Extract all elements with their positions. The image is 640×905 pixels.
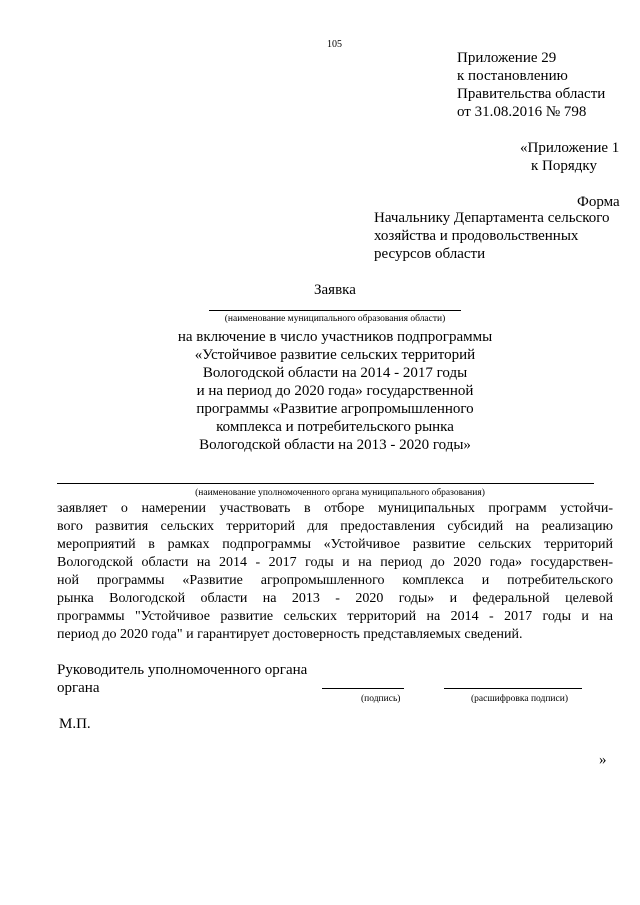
body-line: вого развития сельских территорий для предоставления субсидий на реализацию bbox=[57, 519, 613, 534]
head-label: Руководитель уполномоченного органа bbox=[57, 662, 308, 678]
body-line: период до 2020 года" и гарантирует достоверность представляемых сведений. bbox=[57, 627, 523, 642]
body-line: мероприятий в рамках подпрограммы «Устойчивое развитие сельских территорий bbox=[57, 537, 613, 552]
subject-line: Вологодской области на 2014 - 2017 годы bbox=[202, 365, 468, 381]
appendix-order-line: «Приложение 1 bbox=[520, 140, 620, 156]
body-line: ной программы «Развитие агропромышленного комплекса и потребительского bbox=[57, 573, 613, 588]
addressee-line: ресурсов области bbox=[374, 246, 486, 262]
appendix-header-line: Правительства области bbox=[457, 86, 606, 102]
appendix-order-line: к Порядку bbox=[531, 158, 597, 174]
authority-caption: (наименование уполномоченного органа муниципального образования) bbox=[195, 488, 485, 498]
decoding-caption: (расшифровка подписи) bbox=[471, 694, 568, 704]
subject-line: программы «Развитие агропромышленного bbox=[196, 401, 474, 417]
body-line: заявляет о намерении участвовать в отборе муниципальных программ устойчи- bbox=[57, 501, 613, 516]
appendix-header-line: от 31.08.2016 № 798 bbox=[457, 104, 587, 120]
subject-line: Вологодской области на 2013 - 2020 годы» bbox=[199, 437, 471, 453]
appendix-header-line: к постановлению bbox=[457, 68, 568, 84]
municipality-fill-line bbox=[209, 310, 461, 311]
authority-fill-line bbox=[57, 483, 594, 484]
subject-line: на включение в число участников подпрограммы bbox=[177, 329, 493, 345]
signature-caption: (подпись) bbox=[361, 694, 401, 704]
subject-line: комплекса и потребительского рынка bbox=[216, 419, 454, 435]
body-line: Вологодской области на 2014 - 2017 годы и на период до 2020 года» государствен- bbox=[57, 555, 613, 570]
subject-line: и на период до 2020 года» государственной bbox=[196, 383, 474, 399]
body-line: рынка Вологодской области на 2013 - 2020 годы» и федеральной целевой bbox=[57, 591, 613, 606]
document-title: Заявка bbox=[314, 282, 356, 298]
page-number: 105 bbox=[327, 39, 342, 50]
appendix-header-line: Приложение 29 bbox=[457, 50, 557, 66]
head-label: органа bbox=[57, 680, 100, 696]
subject-line: «Устойчивое развитие сельских территорий bbox=[194, 347, 476, 363]
stamp-label: М.П. bbox=[59, 716, 91, 732]
municipality-caption: (наименование муниципального образования области) bbox=[224, 314, 446, 324]
closing-quote: » bbox=[599, 752, 607, 768]
body-line: программы "Устойчивое развитие сельских территорий на 2014 - 2017 годы и на bbox=[57, 609, 613, 624]
addressee-line: хозяйства и продовольственных bbox=[374, 228, 579, 244]
decoding-fill-line bbox=[444, 688, 582, 689]
form-label: Форма bbox=[577, 194, 620, 210]
addressee-line: Начальнику Департамента сельского bbox=[374, 210, 610, 226]
signature-fill-line bbox=[322, 688, 404, 689]
